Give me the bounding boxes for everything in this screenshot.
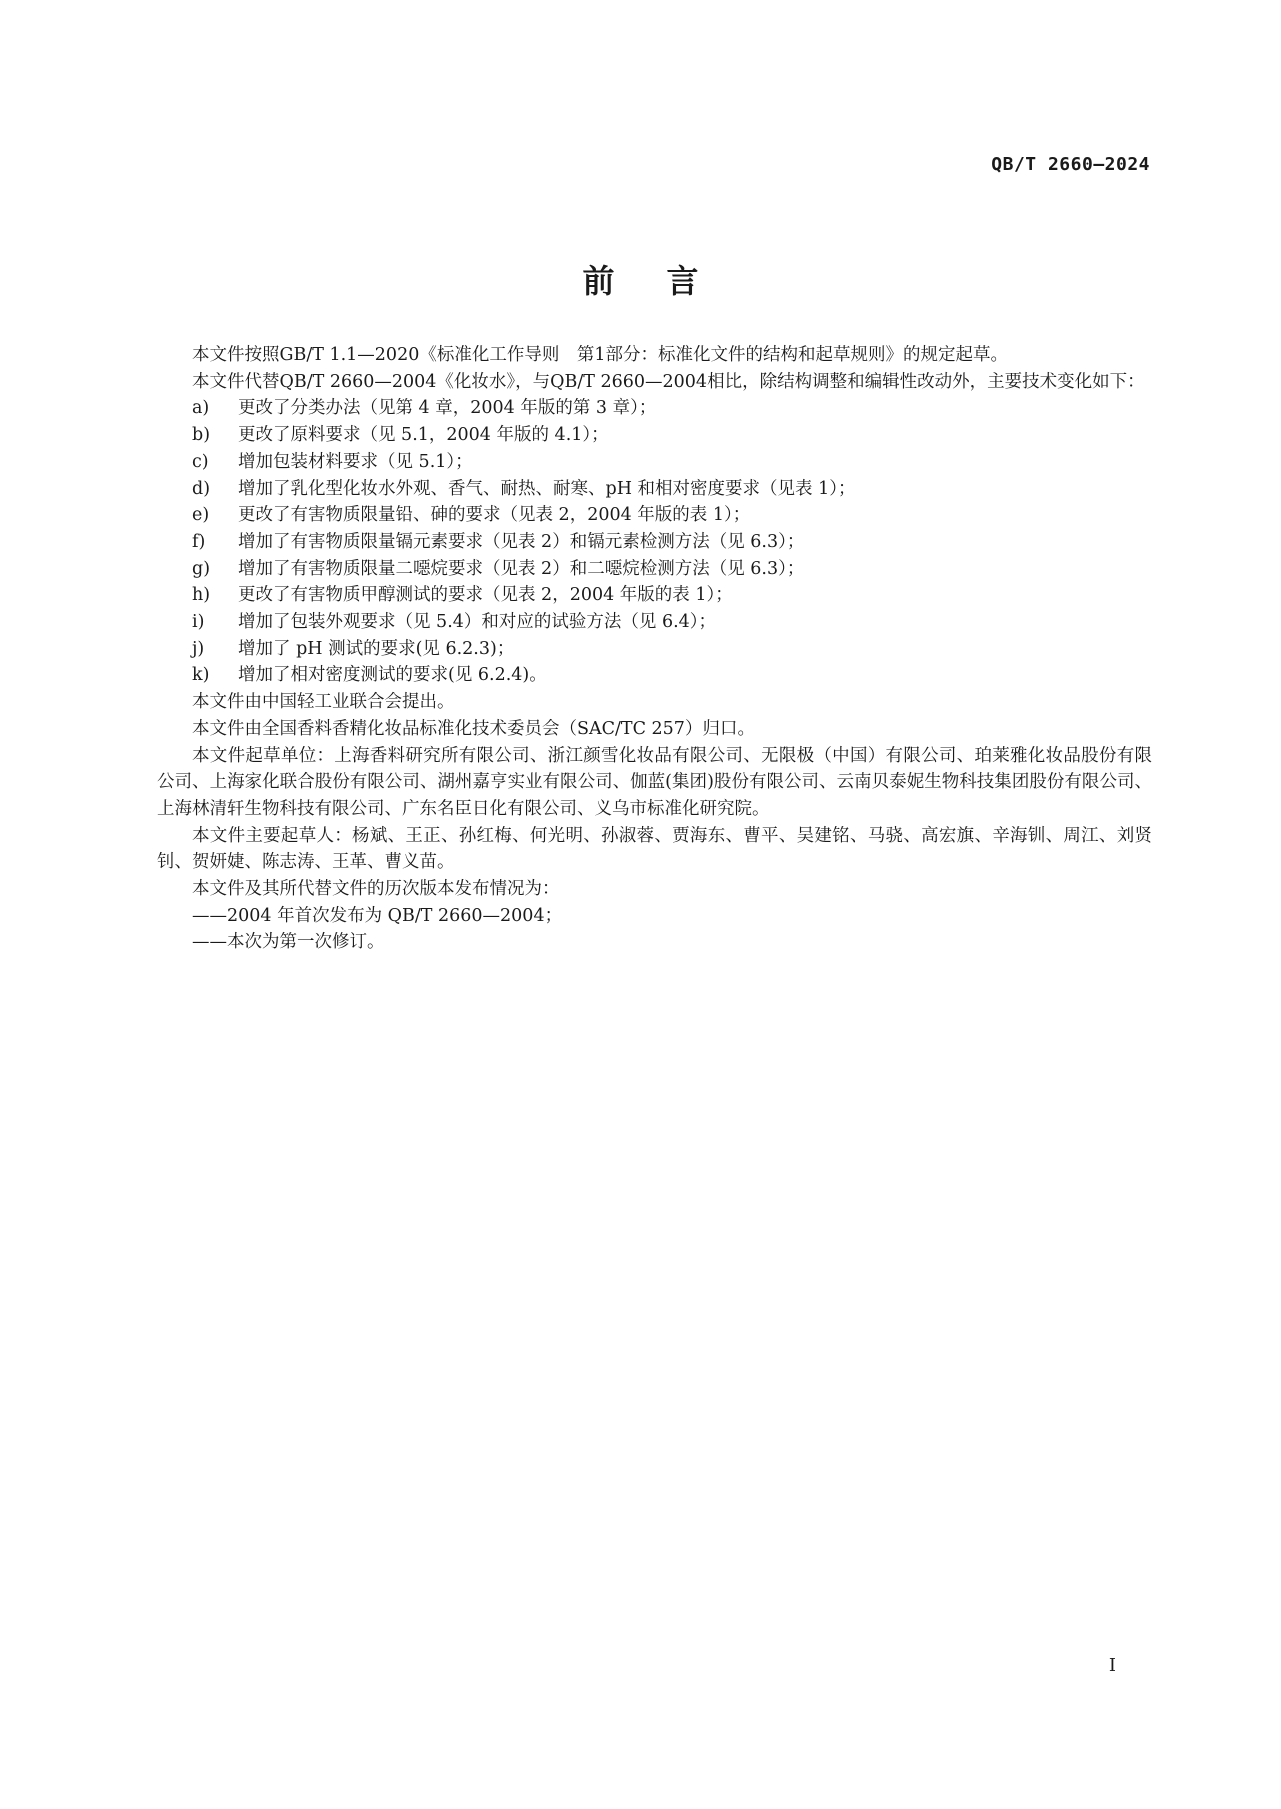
paragraph-proposer: 本文件由中国轻工业联合会提出。 xyxy=(192,692,455,713)
list-item-text: 增加了有害物质限量镉元素要求（见表 2）和镉元素检测方法（见 6.3）； xyxy=(238,531,805,552)
list-item-mark: g) xyxy=(192,558,211,579)
list-item-mark: f) xyxy=(192,531,206,552)
list-item-mark: c) xyxy=(192,451,209,472)
list-item xyxy=(157,449,1152,476)
page-title: 前言 xyxy=(582,262,751,300)
list-item xyxy=(157,422,1152,449)
changes-list xyxy=(157,395,1152,689)
list-item-mark: d) xyxy=(192,478,211,499)
paragraph-basis: 本文件按照GB/T 1.1—2020《标准化工作导则 第1部分：标准化文件的结构和起草规则》的规定起草。 xyxy=(192,345,1008,365)
list-item-mark: a) xyxy=(192,398,210,419)
list-item-text: 更改了原料要求（见 5.1，2004 年版的 4.1）； xyxy=(238,425,609,446)
list-item xyxy=(157,395,1152,422)
list-item-mark: b) xyxy=(192,425,211,446)
list-item-mark: e) xyxy=(192,505,210,526)
list-item-text: 更改了有害物质甲醇测试的要求（见表 2，2004 年版的表 1）； xyxy=(238,585,733,606)
paragraph-drafters: 本文件主要起草人：杨斌、王正、孙红梅、何光明、孙淑蓉、贾海东、曹平、吴建铭、马骁、高宏旗、辛海钏、周江、刘贤钊、贺妍婕、陈志涛、王革、曹义苗。 xyxy=(157,825,1152,873)
list-item-mark: h) xyxy=(192,585,211,606)
paragraph-drafting-units: 本文件起草单位：上海香料研究所有限公司、浙江颜雪化妆品有限公司、无限极（中国）有限公司、珀莱雅化妆品股份有限公司、上海家化联合股份有限公司、湖州嘉亨实业有限公司、伽蓝(集团)股份有限公司、云南贝泰妮生物科技集团股份有限公司、上海林清轩生物科技有限公司、广东名臣日化有限公司、义乌市标准化研究院。 xyxy=(157,745,1152,819)
list-item xyxy=(157,476,1152,503)
paragraph-replacement: 本文件代替QB/T 2660—2004《化妆水》，与QB/T 2660—2004相比，除结构调整和编辑性改动外，主要技术变化如下： xyxy=(192,371,1145,392)
list-item-mark: k) xyxy=(192,665,210,686)
paragraph-history-intro: 本文件及其所代替文件的历次版本发布情况为： xyxy=(192,879,560,900)
list-item-text: 增加包装材料要求（见 5.1）； xyxy=(238,451,473,472)
list-item-text: 更改了有害物质限量铅、砷的要求（见表 2，2004 年版的表 1）； xyxy=(238,505,751,526)
list-item-text: 增加了乳化型化妆水外观、香气、耐热、耐寒、pH 和相对密度要求（见表 1）； xyxy=(238,478,856,499)
list-item-text: 增加了 pH 测试的要求(见 6.2.3)； xyxy=(238,638,515,659)
list-item-text: 更改了分类办法（见第 4 章，2004 年版的第 3 章）； xyxy=(238,398,657,419)
list-item xyxy=(157,529,1152,556)
page-number: I xyxy=(1108,1655,1116,1676)
list-item xyxy=(157,636,1152,663)
history-item: ——2004 年首次发布为 QB/T 2660—2004； xyxy=(192,905,563,926)
list-item-mark: i) xyxy=(192,612,205,633)
list-item xyxy=(157,662,1152,689)
list-item xyxy=(157,502,1152,529)
list-item-text: 增加了有害物质限量二噁烷要求（见表 2）和二噁烷检测方法（见 6.3）； xyxy=(238,558,805,579)
paragraph-committee: 本文件由全国香料香精化妆品标准化技术委员会（SAC/TC 257）归口。 xyxy=(192,718,755,739)
standard-code: QB/T 2660—2024 xyxy=(991,154,1150,175)
list-item xyxy=(157,556,1152,583)
list-item-text: 增加了包装外观要求（见 5.4）和对应的试验方法（见 6.4）； xyxy=(238,612,717,633)
list-item-text: 增加了相对密度测试的要求(见 6.2.4)。 xyxy=(238,665,547,686)
list-item-mark: j) xyxy=(192,638,205,659)
history-item: ——本次为第一次修订。 xyxy=(192,932,385,953)
list-item xyxy=(157,609,1152,636)
document-body xyxy=(157,342,1152,956)
list-item xyxy=(157,582,1152,609)
